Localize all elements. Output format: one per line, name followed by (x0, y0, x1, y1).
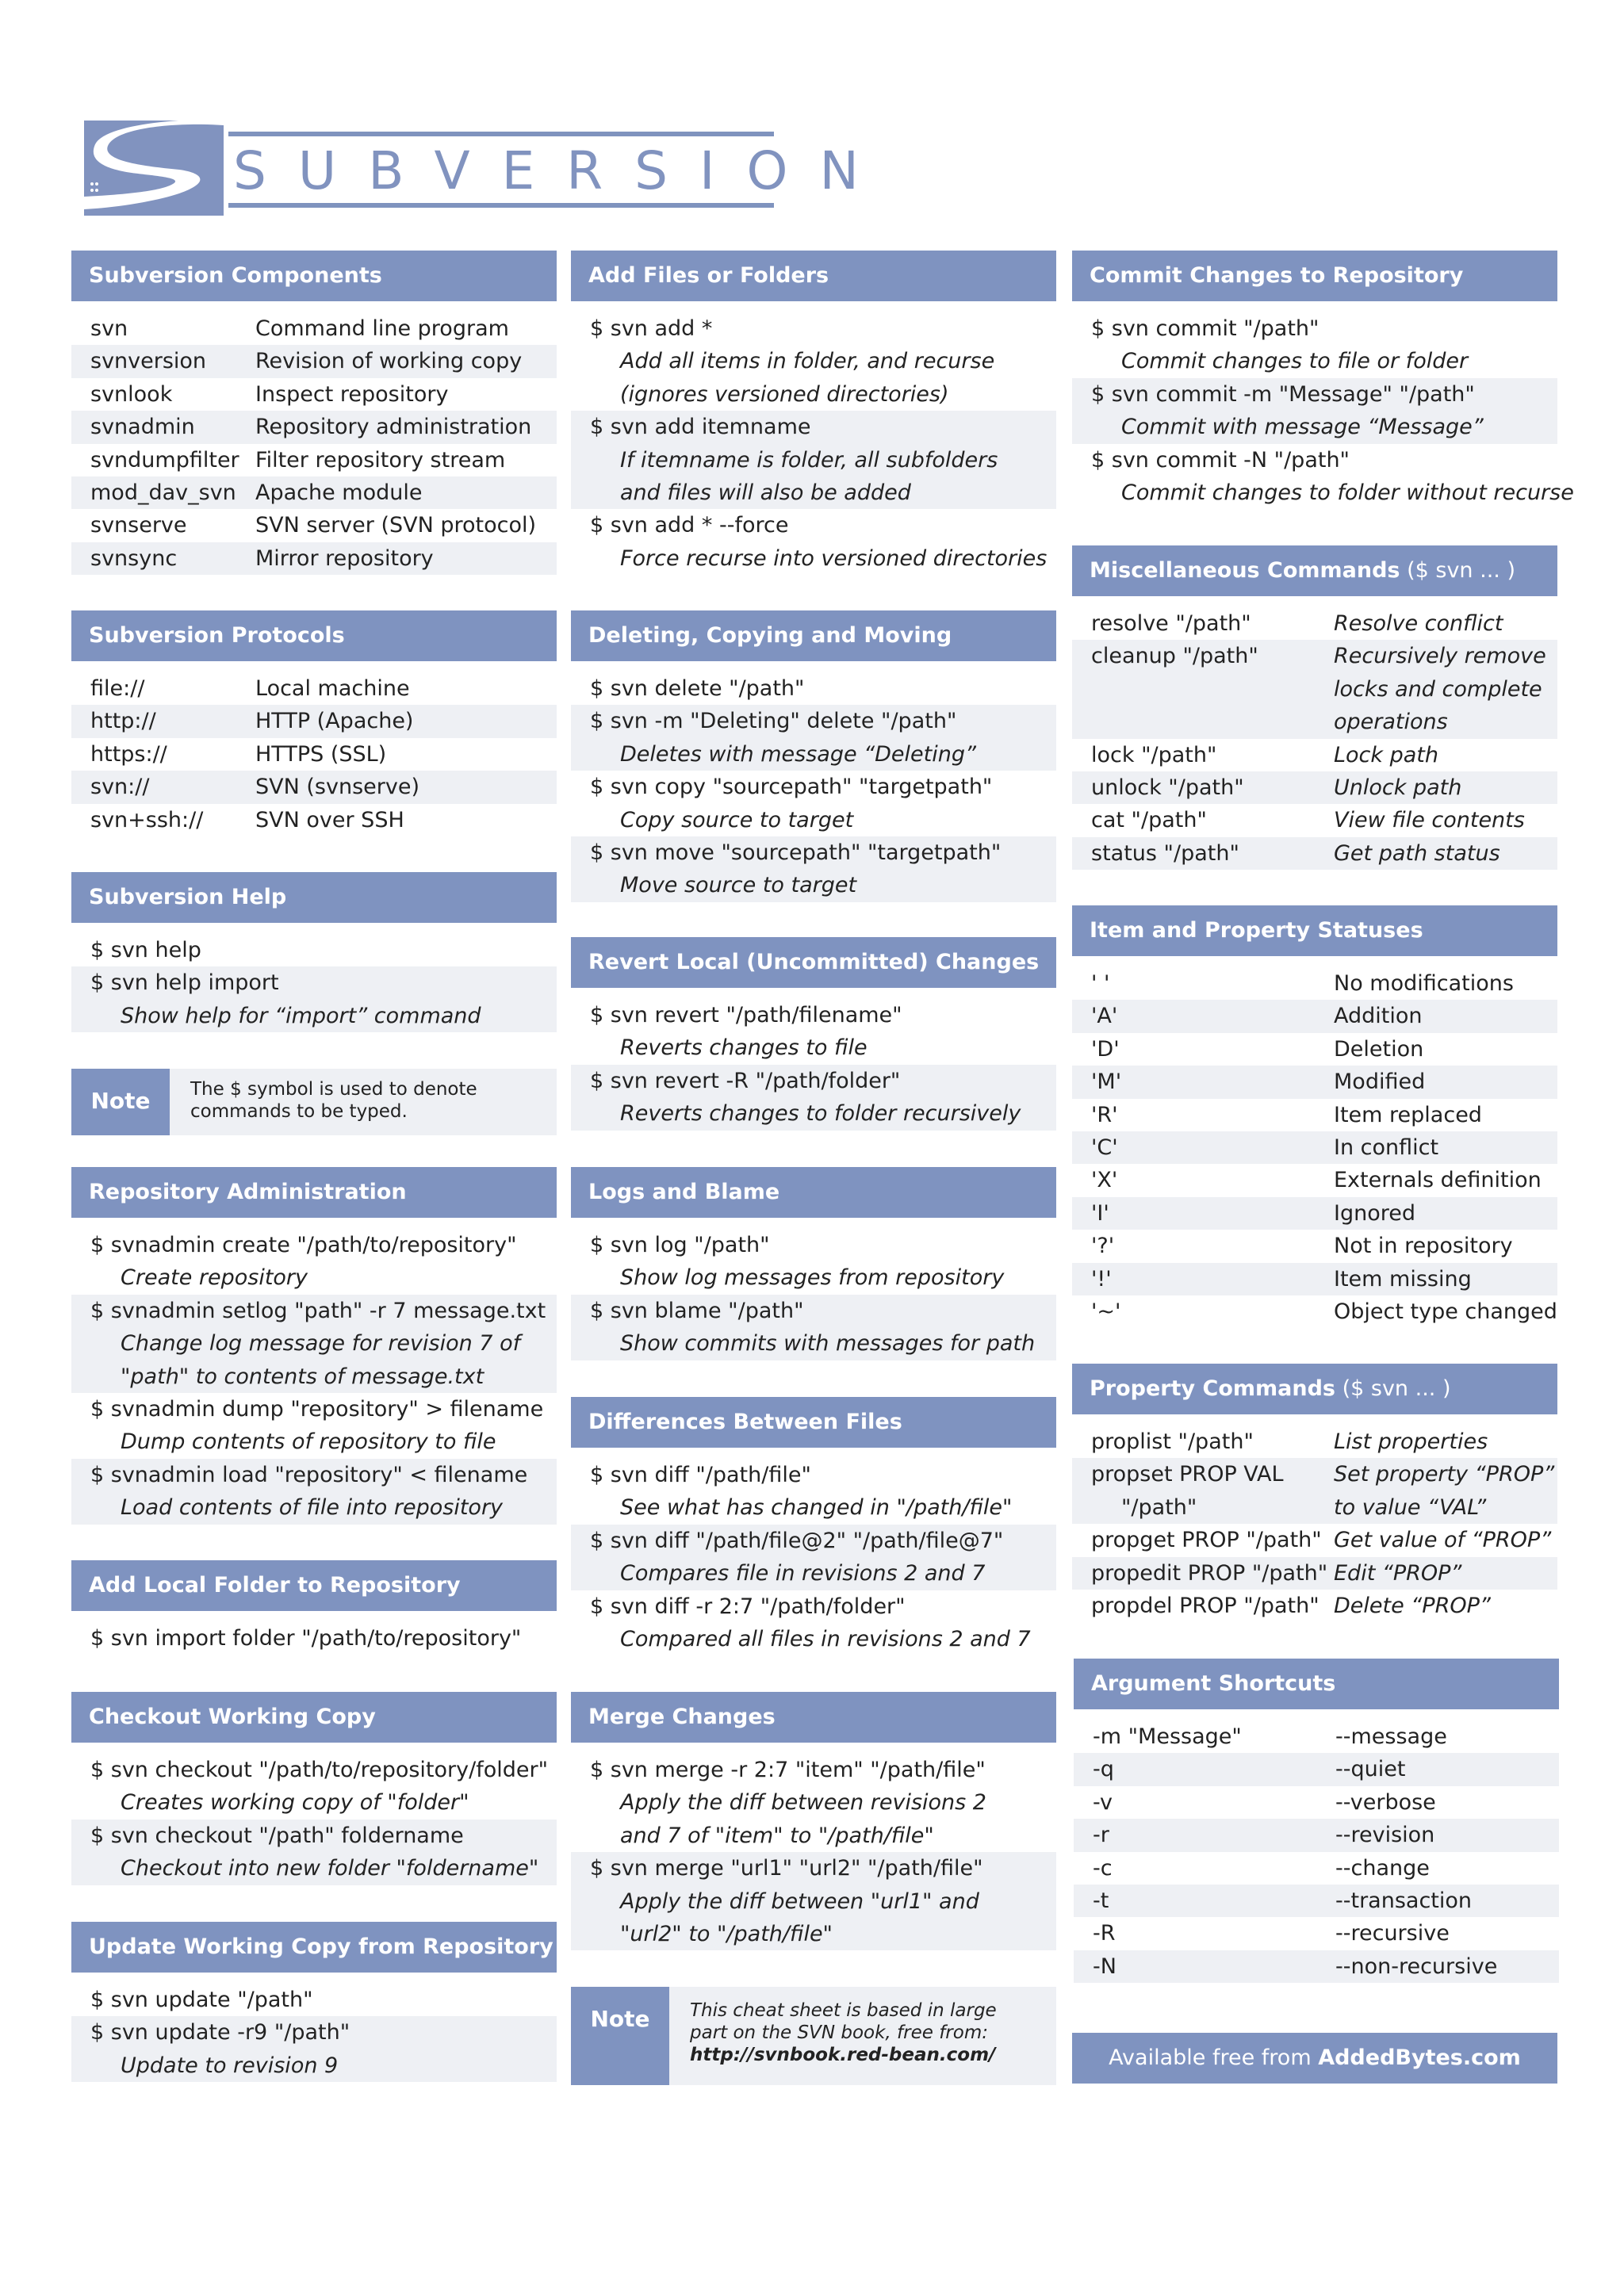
table-row: '?' Not in repository (1091, 1234, 1513, 1259)
table-row: 'X' Externals definition (1091, 1168, 1542, 1193)
section-checkout (71, 1692, 557, 1885)
command-block (71, 966, 557, 1032)
command-description: Apply the diff between revisions 2 (620, 1790, 986, 1816)
table-row: propset PROP VAL "/path" Set property “PROP” to value “VAL” (1072, 1458, 1557, 1524)
command-block (571, 1229, 1056, 1295)
section-repository-administration (71, 1167, 557, 1525)
command-description: Copy source to target (620, 807, 854, 832)
command-description: Reverts changes to folder recursively (620, 1101, 1021, 1127)
table-row: cleanup "/path" Recursively remove locks and complete operations (1072, 640, 1557, 738)
section-title: Subversion Components (71, 251, 557, 301)
section-title: Logs and Blame (571, 1167, 1056, 1218)
section-title: Differences Between Files (571, 1397, 1056, 1448)
command-description: Show commits with messages for path (620, 1331, 1036, 1357)
table-row: svnserve SVN server (SVN protocol) (90, 513, 537, 538)
command-block (1072, 444, 1574, 510)
table-row: 'A' Addition (1072, 1000, 1557, 1032)
logo-wordmark: SUBVERSION (233, 140, 891, 201)
note-label: Note (571, 1987, 669, 2085)
table-row: svnversion Revision of working copy (71, 345, 557, 377)
command-block (571, 1459, 1056, 1525)
table-row: -v --verbose (1093, 1789, 1436, 1815)
section-title: Add Local Folder to Repository (71, 1560, 557, 1611)
section-title: Revert Local (Uncommitted) Changes (571, 937, 1056, 988)
note-label: Note (71, 1069, 170, 1135)
note-text: The $ symbol is used to denote commands to be typed. (190, 1079, 477, 1122)
command-block (571, 771, 1056, 836)
command-block (71, 1622, 557, 1655)
command-block (71, 1820, 557, 1885)
section-title: Repository Administration (71, 1167, 557, 1218)
command-description: Reverts changes to file (620, 1035, 868, 1061)
command-block (571, 1590, 1056, 1656)
footer-brand: AddedBytes.com (1318, 2045, 1521, 2070)
command: $ svn help (90, 938, 201, 962)
command-description: See what has changed in "/path/file" (620, 1495, 1013, 1521)
command: $ svn import folder "/path/to/repository" (90, 1626, 522, 1651)
section-title: Merge Changes (571, 1692, 1056, 1743)
footer-addedbytes[interactable]: Available free from AddedBytes.com (1072, 2033, 1557, 2084)
table-row: unlock "/path" Unlock path (1072, 771, 1557, 804)
command-description: Move source to target (620, 873, 857, 898)
subversion-logo-mark-icon (84, 121, 224, 216)
section-title: Argument Shortcuts (1074, 1659, 1559, 1709)
section-title: Miscellaneous Commands ($ svn ... ) (1072, 545, 1557, 596)
section-title: Add Files or Folders (571, 251, 1056, 301)
command-description: Load contents of file into repository (121, 1495, 504, 1521)
table-row: svn+ssh:// SVN over SSH (90, 807, 404, 832)
command-description: "url2" to "/path/file" (620, 1922, 833, 1947)
section-components (71, 251, 557, 575)
command: $ svn move "sourcepath" "targetpath" (590, 840, 1002, 866)
command: $ svnadmin load "repository" < filename (90, 1462, 528, 1487)
command-description: Compares file in revisions 2 and 7 (620, 1561, 986, 1586)
command-description: Checkout into new folder "foldername" (121, 1856, 539, 1881)
table-row: -q --quiet (1074, 1753, 1559, 1785)
command: $ svn add itemname (590, 415, 811, 440)
command: $ svn revert "/path/filename" (590, 1003, 902, 1027)
command: $ svn -m "Deleting" delete "/path" (590, 709, 957, 734)
table-row: svnadmin Repository administration (71, 411, 557, 443)
command: $ svn diff "/path/file" (590, 1463, 811, 1487)
command: $ svn commit "/path" (1091, 316, 1320, 341)
table-row: -r --revision (1074, 1819, 1559, 1851)
table-row: svn Command line program (90, 316, 509, 341)
section-argument-shortcuts (1074, 1659, 1559, 1983)
table-row: resolve "/path" Resolve conflict (1091, 611, 1503, 636)
table-row: propget PROP "/path" Get value of “PROP” (1091, 1528, 1552, 1553)
table-row: -R --recursive (1093, 1921, 1450, 1946)
command: $ svn commit -m "Message" "/path" (1091, 381, 1475, 407)
section-property-commands (1072, 1364, 1557, 1622)
section-title: Item and Property Statuses (1072, 905, 1557, 956)
table-row: http:// HTTP (Apache) (71, 705, 557, 737)
section-help (71, 872, 557, 1032)
command-description: Show log messages from repository (620, 1265, 1005, 1291)
command-block (71, 1393, 557, 1459)
command-block (71, 1229, 557, 1295)
section-title: Update Working Copy from Repository (71, 1922, 557, 1973)
command-block (571, 836, 1056, 902)
section-title: Property Commands ($ svn ... ) (1072, 1364, 1557, 1414)
subversion-logo (84, 121, 891, 216)
command: $ svnadmin dump "repository" > filename (90, 1397, 544, 1422)
command: $ svnadmin create "/path/to/repository" (90, 1233, 517, 1257)
section-title: Commit Changes to Repository (1072, 251, 1557, 301)
section-revert (571, 937, 1056, 1131)
command-description: Update to revision 9 (121, 2053, 339, 2078)
section-deleting-copying-moving (571, 610, 1056, 902)
table-row: 'D' Deletion (1091, 1036, 1424, 1062)
section-add-files (571, 251, 1056, 575)
command-description: (ignores versioned directories) (620, 381, 949, 407)
command-block (571, 672, 1056, 705)
table-row: mod_dav_svn Apache module (71, 476, 557, 509)
table-row: ' ' No modifications (1091, 971, 1514, 996)
section-statuses (1072, 905, 1557, 1328)
command-description: Creates working copy of "folder" (121, 1790, 469, 1816)
command: $ svn copy "sourcepath" "targetpath" (590, 775, 993, 800)
command-description: Show help for “import” command (121, 1003, 481, 1028)
command: $ svn update "/path" (90, 1988, 313, 2012)
command: $ svn checkout "/path" foldername (90, 1823, 464, 1848)
command-block (71, 1984, 557, 2016)
table-row: svn:// SVN (svnserve) (71, 771, 557, 803)
command-block (571, 1295, 1056, 1360)
section-title: Subversion Help (71, 872, 557, 923)
table-row: 'C' In conflict (1072, 1131, 1557, 1164)
command: $ svn merge "url1" "url2" "/path/file" (590, 1856, 983, 1881)
command-block (571, 312, 1056, 411)
command-block (71, 1754, 557, 1820)
note-svn-book (571, 1987, 1056, 2085)
command-description: and files will also be added (620, 480, 911, 506)
command-block (1072, 378, 1557, 444)
command: $ svnadmin setlog "path" -r 7 message.txt (90, 1298, 546, 1323)
command-block (71, 2016, 557, 2082)
command: $ svn update -r9 "/path" (90, 2020, 350, 2045)
command: $ svn diff "/path/file@2" "/path/file@7" (590, 1528, 1004, 1553)
command-block (71, 1295, 557, 1393)
table-row: svndumpfilter Filter repository stream (90, 447, 506, 473)
table-row: lock "/path" Lock path (1091, 742, 1439, 767)
note-text: This cheat sheet is based in large part on the SVN book, free from: http://svnbook.red-bean.com/ (690, 2000, 997, 2065)
command-description: Create repository (121, 1265, 308, 1291)
command-block (571, 999, 1056, 1065)
section-title: Checkout Working Copy (71, 1692, 557, 1743)
table-row: status "/path" Get path status (1072, 837, 1557, 870)
section-commit (1072, 251, 1574, 509)
svn-book-link[interactable]: http://svnbook.red-bean.com/ (690, 2045, 996, 2065)
table-row: -c --change (1093, 1855, 1430, 1881)
command: $ svn help import (90, 970, 279, 996)
table-row: '!' Item missing (1072, 1263, 1557, 1295)
table-row: '~' Object type changed (1091, 1299, 1557, 1325)
command-block (571, 1852, 1056, 1950)
section-miscellaneous (1072, 545, 1557, 870)
logo-line-bottom (228, 203, 774, 208)
section-merge (571, 1692, 1056, 1950)
table-row: propdel PROP "/path" Delete “PROP” (1091, 1594, 1491, 1619)
table-row: file:// Local machine (90, 676, 410, 701)
table-row: cat "/path" View file contents (1091, 808, 1525, 833)
section-logs-blame (571, 1167, 1056, 1360)
command-description: Force recurse into versioned directories (620, 545, 1048, 571)
command: $ svn add * (590, 316, 713, 341)
table-row: propedit PROP "/path" Edit “PROP” (1072, 1557, 1557, 1590)
command-block (571, 509, 1056, 575)
command: $ svn log "/path" (590, 1233, 770, 1257)
logo-line-top (228, 132, 774, 136)
table-row: 'M' Modified (1072, 1066, 1557, 1098)
note-dollar-symbol (71, 1069, 557, 1135)
table-row: 'I' Ignored (1072, 1197, 1557, 1230)
command-description: Change log message for revision 7 of (121, 1331, 521, 1357)
command: $ svn checkout "/path/to/repository/folder" (90, 1758, 549, 1782)
table-row: -m "Message" --message (1093, 1724, 1447, 1749)
command-description: If itemname is folder, all subfolders (620, 447, 998, 473)
section-add-local-folder (71, 1560, 557, 1655)
command: $ svn merge -r 2:7 "item" "/path/file" (590, 1758, 986, 1782)
command-description: Apply the diff between "url1" and (620, 1888, 979, 1914)
command-description: Commit changes to folder without recurse (1121, 480, 1574, 506)
table-row: -N --non-recursive (1074, 1950, 1559, 1983)
command-block (571, 1525, 1056, 1590)
command-block (571, 705, 1056, 771)
command-description: Commit with message “Message” (1121, 415, 1484, 440)
section-title: Subversion Protocols (71, 610, 557, 661)
command-description: Dump contents of repository to file (121, 1429, 496, 1455)
command-block (571, 1754, 1056, 1852)
command-description: Compared all files in revisions 2 and 7 (620, 1627, 1031, 1652)
command: $ svn blame "/path" (590, 1298, 804, 1323)
command-block (1072, 312, 1557, 378)
section-update (71, 1922, 557, 2082)
command-block (71, 1459, 557, 1525)
section-differences (571, 1397, 1056, 1655)
command: $ svn delete "/path" (590, 676, 805, 701)
command-description: Deletes with message “Deleting” (620, 741, 976, 767)
command-block (571, 1065, 1056, 1131)
table-row: proplist "/path" List properties (1091, 1429, 1488, 1454)
command: $ svn add * --force (590, 513, 789, 538)
command-description: "path" to contents of message.txt (121, 1364, 485, 1389)
command-description: and 7 of "item" to "/path/file" (620, 1823, 934, 1848)
table-row: -t --transaction (1074, 1885, 1559, 1917)
command-description: Commit changes to file or folder (1121, 349, 1469, 374)
section-title: Deleting, Copying and Moving (571, 610, 1056, 661)
table-row: 'R' Item replaced (1091, 1102, 1482, 1127)
command-description: Add all items in folder, and recurse (620, 349, 995, 374)
command: $ svn diff -r 2:7 "/path/folder" (590, 1594, 906, 1619)
section-protocols (71, 610, 557, 836)
table-row: svnsync Mirror repository (71, 542, 557, 575)
table-row: https:// HTTPS (SSL) (90, 741, 387, 767)
command: $ svn commit -N "/path" (1091, 447, 1350, 473)
command: $ svn revert -R "/path/folder" (590, 1068, 901, 1093)
command-block (571, 411, 1056, 509)
command-block (71, 934, 557, 966)
table-row: svnlook Inspect repository (90, 381, 449, 407)
